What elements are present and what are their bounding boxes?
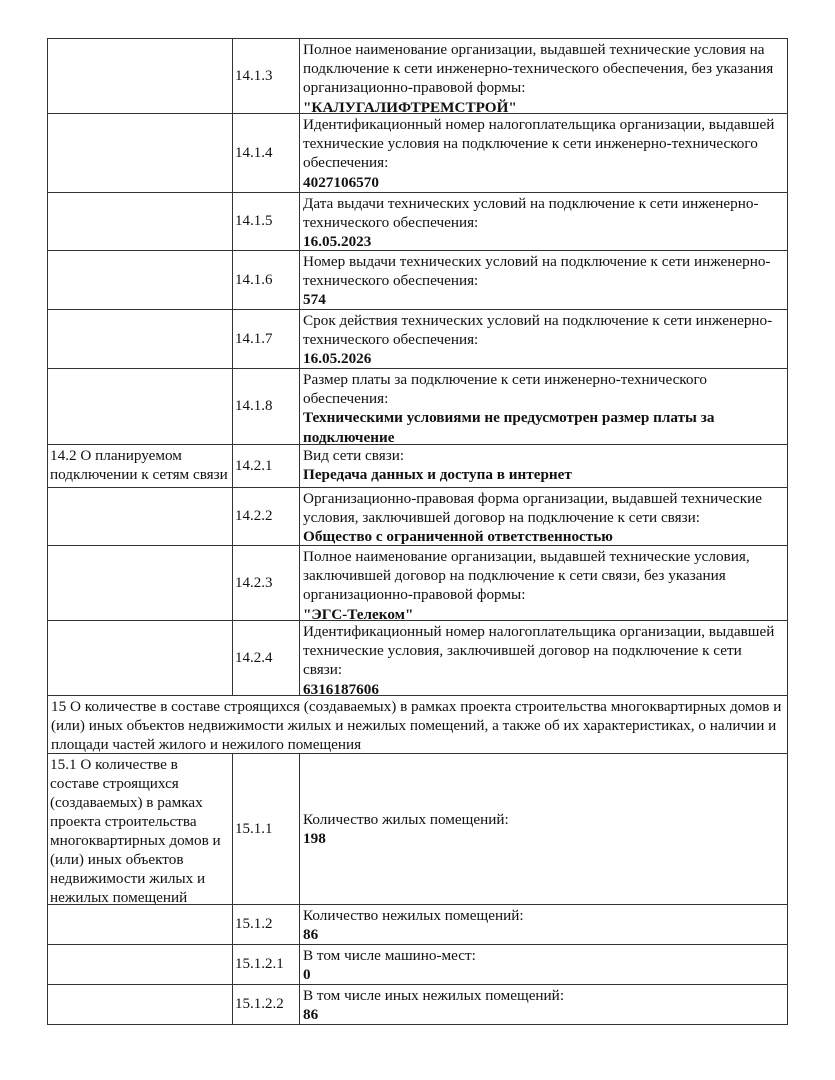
item-value: Техническими условиями не предусмотрен размер платы за подключение [303,409,715,446]
table-row [47,904,788,944]
content-cell [300,621,787,698]
item-value: 198 [303,830,326,847]
code-cell [233,445,300,487]
content-cell [300,905,787,944]
item-label: Номер выдачи технических условий на подключение к сети инженерно-технического обеспечения: [303,253,771,290]
content-cell [300,754,787,904]
item-value: 86 [303,1006,319,1024]
code-cell [233,754,300,904]
item-label: Организационно-правовая форма организации, выдавшей технические условия, заключившей договор на подключение к сети связи: [303,490,763,527]
code-cell [233,985,300,1024]
section-15-heading: 15 О количестве в составе строящихся (создаваемых) в рамках проекта строительства многоквартирных домов и (или) иных объектов недвижимости жилых и нежилых помещений, а также об их характеристиках, о наличии и площади частей жилого и нежилого помещения [51,698,782,754]
table-row [47,192,788,250]
item-value: Общество с ограниченной ответственностью [303,528,613,546]
item-label: Идентификационный номер налогоплательщика организации, выдавшей технические условия на подключение к сети инженерно-технического обеспечения: [303,116,775,172]
content-cell [300,114,787,192]
item-code: 14.2.2 [235,508,273,524]
item-label: Полное наименование организации, выдавшей технические условия на подключение к сети инженерно-технического обеспечения, без указания организационно-правовой формы: [303,41,774,97]
section-heading-row [47,695,788,753]
code-cell [233,546,300,620]
table-row [47,250,788,309]
item-value: "ЭГС-Телеком" [303,605,414,623]
item-value: 16.05.2026 [303,350,372,368]
item-code: 14.2.4 [235,649,273,666]
item-value: 574 [303,291,326,309]
item-code: 14.1.5 [235,213,273,229]
item-value: 4027106570 [303,173,379,191]
item-value: 0 [303,966,311,984]
section-cell [48,985,233,1024]
item-label: Количество жилых помещений: [303,810,509,828]
item-code: 15.1.2.1 [235,956,284,972]
item-label: В том числе иных нежилых помещений: [303,987,565,1004]
content-cell [300,945,787,984]
item-value: 86 [303,926,319,944]
section-cell [48,193,233,250]
table-row [47,368,788,444]
item-label: Вид сети связи: [303,447,405,464]
table-row [47,113,788,192]
table-row [47,944,788,984]
item-label: Дата выдачи технических условий на подключение к сети инженерно-технического обеспечения: [303,195,759,232]
content-cell [300,985,787,1024]
content-cell [300,310,787,368]
content-cell [300,39,787,116]
code-cell [233,193,300,250]
section-cell [48,39,233,113]
item-code: 14.1.4 [235,144,273,161]
content-cell [300,251,787,309]
item-code: 14.1.8 [235,398,273,414]
code-cell [233,621,300,695]
item-label: Полное наименование организации, выдавшей технические условия, заключившей договор на подключение к сети связи, без указания организационно-правовой формы: [303,548,750,604]
table-row [47,984,788,1025]
content-cell [300,369,787,444]
code-cell [233,114,300,192]
item-value: 16.05.2023 [303,233,372,251]
item-label: Размер платы за подключение к сети инженерно-технического обеспечения: [303,371,707,408]
section-cell [48,369,233,444]
code-cell [233,251,300,309]
content-cell [300,546,787,623]
item-code: 15.1.2 [235,916,273,932]
item-label: Количество нежилых помещений: [303,907,524,924]
table-row [47,38,788,116]
table-row [47,620,788,698]
code-cell [233,488,300,545]
item-code: 15.1.1 [235,820,273,837]
item-code: 14.1.3 [235,67,273,84]
item-value: 6316187606 [303,680,379,698]
table-row [47,487,788,545]
table-row [47,444,788,487]
section-cell [48,114,233,192]
section-cell [48,905,233,944]
item-code: 14.2.1 [235,457,273,474]
content-cell [300,488,787,545]
item-label: Срок действия технических условий на подключение к сети инженерно-технического обеспечения: [303,312,773,349]
item-value: Передача данных и доступа в интернет [303,466,572,484]
table-row [47,545,788,623]
item-code: 14.2.3 [235,574,273,591]
code-cell [233,39,300,113]
table-row [47,309,788,368]
section-cell [48,251,233,309]
code-cell [233,945,300,984]
section-cell [48,546,233,620]
code-cell [233,905,300,944]
table-row [47,753,788,904]
section-cell [48,621,233,695]
item-code: 14.1.7 [235,330,273,347]
section-cell [48,310,233,368]
item-value: "КАЛУГАЛИФТРЕМСТРОЙ" [303,98,517,116]
section-cell: 14.2 О планируемом подключении к сетям связи [48,445,233,487]
item-label: Идентификационный номер налогоплательщика организации, выдавшей технические условия, заключившей договор на подключение к сети связи: [303,623,775,679]
content-cell [300,193,787,250]
code-cell [233,310,300,368]
item-label: В том числе машино-мест: [303,947,476,964]
section-cell [48,488,233,545]
item-code: 14.1.6 [235,271,273,288]
code-cell [233,369,300,444]
content-cell [300,445,787,487]
section-cell: 15.1 О количестве в составе строящихся (создаваемых) в рамках проекта строительства многоквартирных домов и (или) иных объектов недвижимости жилых и нежилых помещений [48,754,233,904]
section-cell [48,945,233,984]
item-code: 15.1.2.2 [235,996,284,1012]
